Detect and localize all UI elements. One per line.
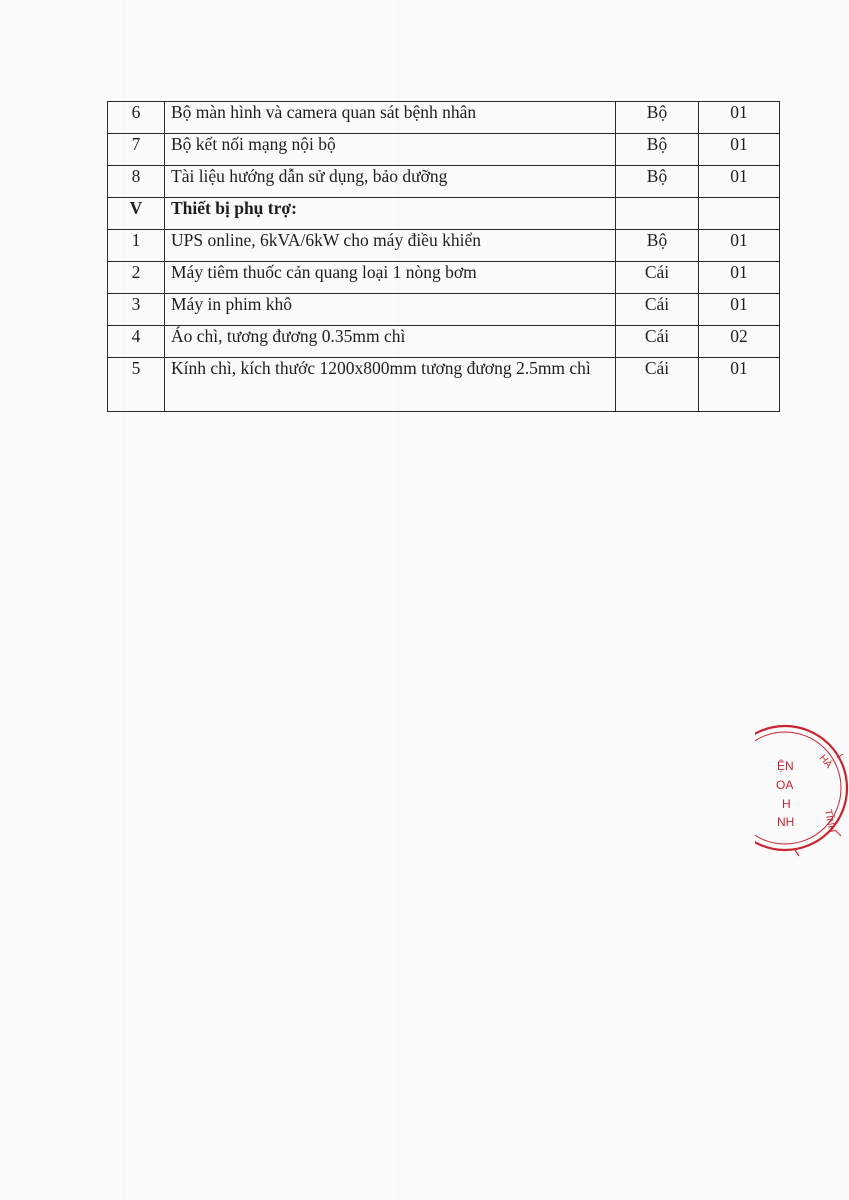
- table-row: [108, 134, 780, 166]
- equipment-table: [107, 101, 780, 412]
- table-row: [108, 166, 780, 198]
- row-number: 8: [108, 166, 165, 198]
- item-name: Bộ màn hình và camera quan sát bệnh nhân: [165, 102, 616, 134]
- item-name: Áo chì, tương đương 0.35mm chì: [165, 326, 616, 358]
- item-quantity: 01: [699, 102, 780, 134]
- item-quantity: 01: [699, 358, 780, 412]
- row-number: 7: [108, 134, 165, 166]
- table-row: [108, 102, 780, 134]
- item-quantity: 01: [699, 134, 780, 166]
- row-number: 6: [108, 102, 165, 134]
- item-quantity: 01: [699, 262, 780, 294]
- item-name: Kính chì, kích thước 1200x800mm tương đương 2.5mm chì: [165, 358, 616, 412]
- svg-text:H: H: [782, 797, 791, 811]
- item-unit: Cái: [616, 294, 699, 326]
- item-unit: Cái: [616, 358, 699, 412]
- item-name: Máy tiêm thuốc cản quang loại 1 nòng bơm: [165, 262, 616, 294]
- item-quantity: 02: [699, 326, 780, 358]
- item-unit: Bộ: [616, 230, 699, 262]
- section-number: V: [108, 198, 165, 230]
- item-quantity: [699, 198, 780, 230]
- item-name: Tài liệu hướng dẫn sử dụng, bảo dưỡng: [165, 166, 616, 198]
- row-number: 4: [108, 326, 165, 358]
- item-unit: Cái: [616, 262, 699, 294]
- svg-text:ỆN: ỆN: [777, 759, 794, 773]
- row-number: 3: [108, 294, 165, 326]
- section-title: Thiết bị phụ trợ:: [165, 198, 616, 230]
- item-quantity: 01: [699, 230, 780, 262]
- table-row: [108, 294, 780, 326]
- item-unit: Bộ: [616, 134, 699, 166]
- svg-text:NH: NH: [777, 815, 795, 829]
- table-row: [108, 230, 780, 262]
- item-quantity: 01: [699, 166, 780, 198]
- section-row: [108, 198, 780, 230]
- item-unit: Cái: [616, 326, 699, 358]
- row-number: 1: [108, 230, 165, 262]
- svg-text:TĨNH: TĨNH: [822, 808, 837, 834]
- svg-text:OA: OA: [776, 778, 794, 792]
- item-name: Bộ kết nối mạng nội bộ: [165, 134, 616, 166]
- table-row: [108, 262, 780, 294]
- item-name: UPS online, 6kVA/6kW cho máy điều khiển: [165, 230, 616, 262]
- item-name: Máy in phim khô: [165, 294, 616, 326]
- item-unit: Bộ: [616, 102, 699, 134]
- table-row: [108, 358, 780, 412]
- table-row: [108, 326, 780, 358]
- svg-text:HÀ: HÀ: [816, 752, 835, 771]
- red-seal-stamp: [755, 718, 849, 858]
- item-quantity: 01: [699, 294, 780, 326]
- row-number: 2: [108, 262, 165, 294]
- item-unit: [616, 198, 699, 230]
- item-unit: Bộ: [616, 166, 699, 198]
- row-number: 5: [108, 358, 165, 412]
